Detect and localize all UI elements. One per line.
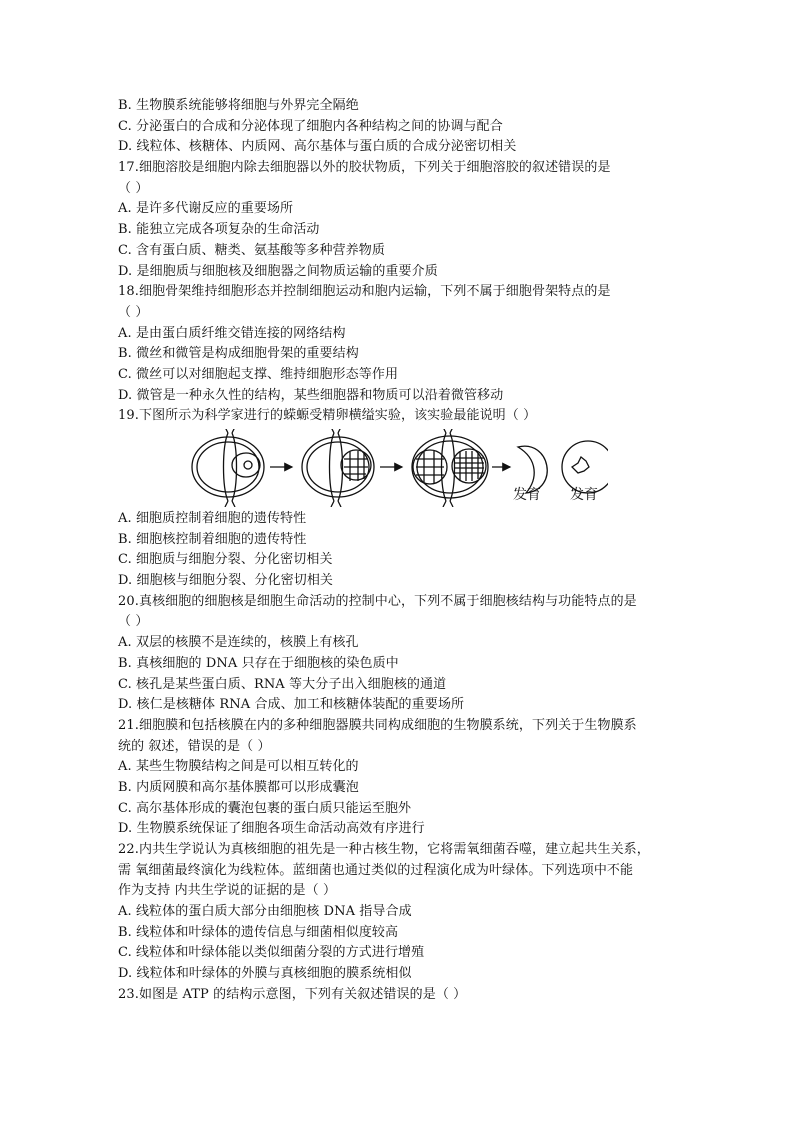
q22-stem-line1: 22.内共生学说认为真核细胞的祖先是一种古核生物，它将需氧细菌吞噬，建立起共生关系， — [118, 842, 650, 857]
stage3-egg — [412, 429, 488, 507]
q22-option-a: A. 线粒体的蛋白质大部分由细胞核 DNA 指导合成 — [118, 904, 412, 920]
q16-option-d: D. 线粒体、核糖体、内质网、高尔基体与蛋白质的合成分泌密切相关 — [118, 139, 517, 155]
q20-option-a: A. 双层的核膜不是连续的，核膜上有核孔 — [118, 635, 359, 651]
q21-option-a: A. 某些生物膜结构之间是可以相互转化的 — [118, 759, 359, 775]
q22-stem-line2: 需 氧细菌最终演化为线粒体。蓝细菌也通过类似的过程演化成为叶绿体。下列选项中不能 — [118, 862, 634, 878]
q16-option-b: B. 生物膜系统能够将细胞与外界完全隔绝 — [118, 98, 359, 113]
q18-option-c: C. 微丝可以对细胞起支撑、维持细胞形态等作用 — [118, 366, 399, 382]
q22-option-d: D. 线粒体和叶绿体的外膜与真核细胞的膜系统相似 — [118, 966, 412, 982]
stage1-egg — [192, 429, 264, 507]
q21-option-c: C. 高尔基体形成的囊泡包裹的蛋白质只能运至胞外 — [118, 800, 412, 816]
q17-option-c: C. 含有蛋白质、糖类、氨基酸等多种营养物质 — [118, 242, 385, 258]
q17-option-d: D. 是细胞质与细胞核及细胞器之间物质运输的重要介质 — [118, 263, 438, 279]
stage2-egg — [302, 429, 374, 507]
ligation-experiment-diagram — [188, 429, 608, 507]
q19-stem: 19.下图所示为科学家进行的蝾螈受精卵横缢实验，该实验最能说明（ ） — [118, 408, 537, 424]
q17-stem: 17.细胞溶胶是细胞内除去细胞器以外的胶状物质，下列关于细胞溶胶的叙述错误的是 — [118, 160, 611, 176]
q23-stem: 23.如图是 ATP 的结构示意图，下列有关叙述错误的是（ ） — [118, 986, 467, 1002]
q19-option-c: C. 细胞质与细胞分裂、分化密切相关 — [118, 552, 333, 568]
q18-option-b: B. 微丝和微管是构成细胞骨架的重要结构 — [118, 346, 359, 362]
q21-option-d: D. 生物膜系统保证了细胞各项生命活动高效有序进行 — [118, 821, 425, 837]
q18-option-a: A. 是由蛋白质纤维交错连接的网络结构 — [118, 325, 346, 341]
figure-label-left: 发育 — [513, 487, 541, 503]
q22-option-c: C. 线粒体和叶绿体能以类似细菌分裂的方式进行增殖 — [118, 945, 425, 961]
q19-option-d: D. 细胞核与细胞分裂、分化密切相关 — [118, 573, 334, 589]
q19-option-a: A. 细胞质控制着细胞的遗传特性 — [118, 511, 307, 526]
q21-stem-line2: 统的 叙述，错误的是（ ） — [118, 738, 271, 754]
q20-stem: 20.真核细胞的细胞核是细胞生命活动的控制中心，下列不属于细胞核结构与功能特点的是 — [118, 593, 637, 609]
exam-page — [118, 96, 678, 1006]
q22-stem-line3: 作为支持 内共生学说的证据的是（ ） — [118, 883, 337, 899]
q19-option-b: B. 细胞核控制着细胞的遗传特性 — [118, 531, 307, 547]
q18-option-d: D. 微管是一种永久性的结构，某些细胞器和物质可以沿着微管移动 — [118, 387, 504, 403]
q17-option-b: B. 能独立完成各项复杂的生命活动 — [118, 222, 320, 238]
q21-option-b: B. 内质网膜和高尔基体膜都可以形成囊泡 — [118, 779, 359, 795]
q17-blank: （ ） — [118, 180, 149, 196]
q16-option-c: C. 分泌蛋白的合成和分泌体现了细胞内各种结构之间的协调与配合 — [118, 118, 503, 134]
q18-stem: 18.细胞骨架维持细胞形态并控制细胞运动和胞内运输，下列不属于细胞骨架特点的是 — [118, 284, 611, 300]
q20-option-c: C. 核孔是某些蛋白质、RNA 等大分子出入细胞核的通道 — [118, 676, 447, 692]
q22-option-b: B. 线粒体和叶绿体的遗传信息与细菌相似度较高 — [118, 924, 399, 940]
q18-blank: （ ） — [118, 304, 149, 320]
q17-option-a: A. 是许多代谢反应的重要场所 — [118, 201, 294, 217]
q20-blank: （ ） — [118, 614, 149, 630]
q20-option-d: D. 核仁是核糖体 RNA 合成、加工和核糖体装配的重要场所 — [118, 697, 465, 713]
q20-option-b: B. 真核细胞的 DNA 只存在于细胞核的染色质中 — [118, 655, 399, 671]
salamander-egg-figure — [118, 429, 678, 507]
figure-label-right: 发育 — [570, 487, 598, 503]
q21-stem-line1: 21.细胞膜和包括核膜在内的多种细胞器膜共同构成细胞的生物膜系统，下列关于生物膜系 — [118, 717, 637, 733]
